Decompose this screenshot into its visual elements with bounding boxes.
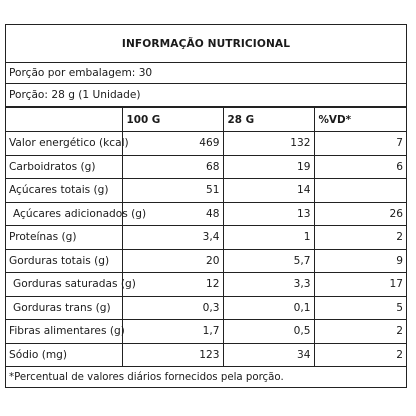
serving-size: Porção: 28 g (1 Unidade) <box>6 84 406 108</box>
value-daily: 9 <box>314 249 406 273</box>
value-per-100g: 123 <box>122 343 223 367</box>
table-row <box>6 296 406 320</box>
table-row <box>6 226 406 250</box>
nutrition-facts-label <box>5 24 407 388</box>
nutrient-name: Açúcares totais (g) <box>6 179 122 203</box>
value-per-100g: 20 <box>122 249 223 273</box>
nutrient-name: Açúcares adicionados (g) <box>6 202 122 226</box>
nutrient-name: Gorduras totais (g) <box>6 249 122 273</box>
value-per-100g: 51 <box>122 179 223 203</box>
value-per-serving: 13 <box>223 202 314 226</box>
nutrient-name: Gorduras trans (g) <box>6 296 122 320</box>
value-daily: 2 <box>314 320 406 344</box>
table-row <box>6 343 406 367</box>
value-per-serving: 0,5 <box>223 320 314 344</box>
value-per-serving: 5,7 <box>223 249 314 273</box>
value-per-100g: 0,3 <box>122 296 223 320</box>
nutrient-name: Sódio (mg) <box>6 343 122 367</box>
value-per-100g: 469 <box>122 132 223 156</box>
table-row <box>6 320 406 344</box>
label-title: INFORMAÇÃO NUTRICIONAL <box>6 25 406 63</box>
value-daily: 2 <box>314 226 406 250</box>
table-row <box>6 273 406 297</box>
table-row <box>6 202 406 226</box>
table-row <box>6 179 406 203</box>
value-per-100g: 1,7 <box>122 320 223 344</box>
header-blank <box>6 108 122 132</box>
table-header-row <box>6 108 406 132</box>
header-per-100g: 100 G <box>122 108 223 132</box>
value-per-serving: 1 <box>223 226 314 250</box>
nutrition-table <box>6 108 406 367</box>
value-per-serving: 19 <box>223 155 314 179</box>
nutrient-name: Valor energético (kcal) <box>6 132 122 156</box>
value-per-100g: 12 <box>122 273 223 297</box>
value-per-100g: 68 <box>122 155 223 179</box>
nutrient-name: Fibras alimentares (g) <box>6 320 122 344</box>
value-daily: 5 <box>314 296 406 320</box>
nutrient-name: Carboidratos (g) <box>6 155 122 179</box>
value-per-serving: 132 <box>223 132 314 156</box>
footnote: *Percentual de valores diários fornecidos pela porção. <box>9 371 284 383</box>
table-row <box>6 249 406 273</box>
value-daily: 26 <box>314 202 406 226</box>
value-daily: 2 <box>314 343 406 367</box>
value-per-serving: 14 <box>223 179 314 203</box>
value-daily <box>314 179 406 203</box>
header-per-serving: 28 G <box>223 108 314 132</box>
table-row <box>6 155 406 179</box>
table-row <box>6 132 406 156</box>
value-per-serving: 0,1 <box>223 296 314 320</box>
nutrient-name: Proteínas (g) <box>6 226 122 250</box>
value-daily: 7 <box>314 132 406 156</box>
value-daily: 17 <box>314 273 406 297</box>
value-per-serving: 34 <box>223 343 314 367</box>
value-daily: 6 <box>314 155 406 179</box>
servings-per-package: Porção por embalagem: 30 <box>6 63 406 84</box>
value-per-serving: 3,3 <box>223 273 314 297</box>
nutrient-name: Gorduras saturadas (g) <box>6 273 122 297</box>
header-daily-value: %VD* <box>314 108 406 132</box>
value-per-100g: 3,4 <box>122 226 223 250</box>
value-per-100g: 48 <box>122 202 223 226</box>
